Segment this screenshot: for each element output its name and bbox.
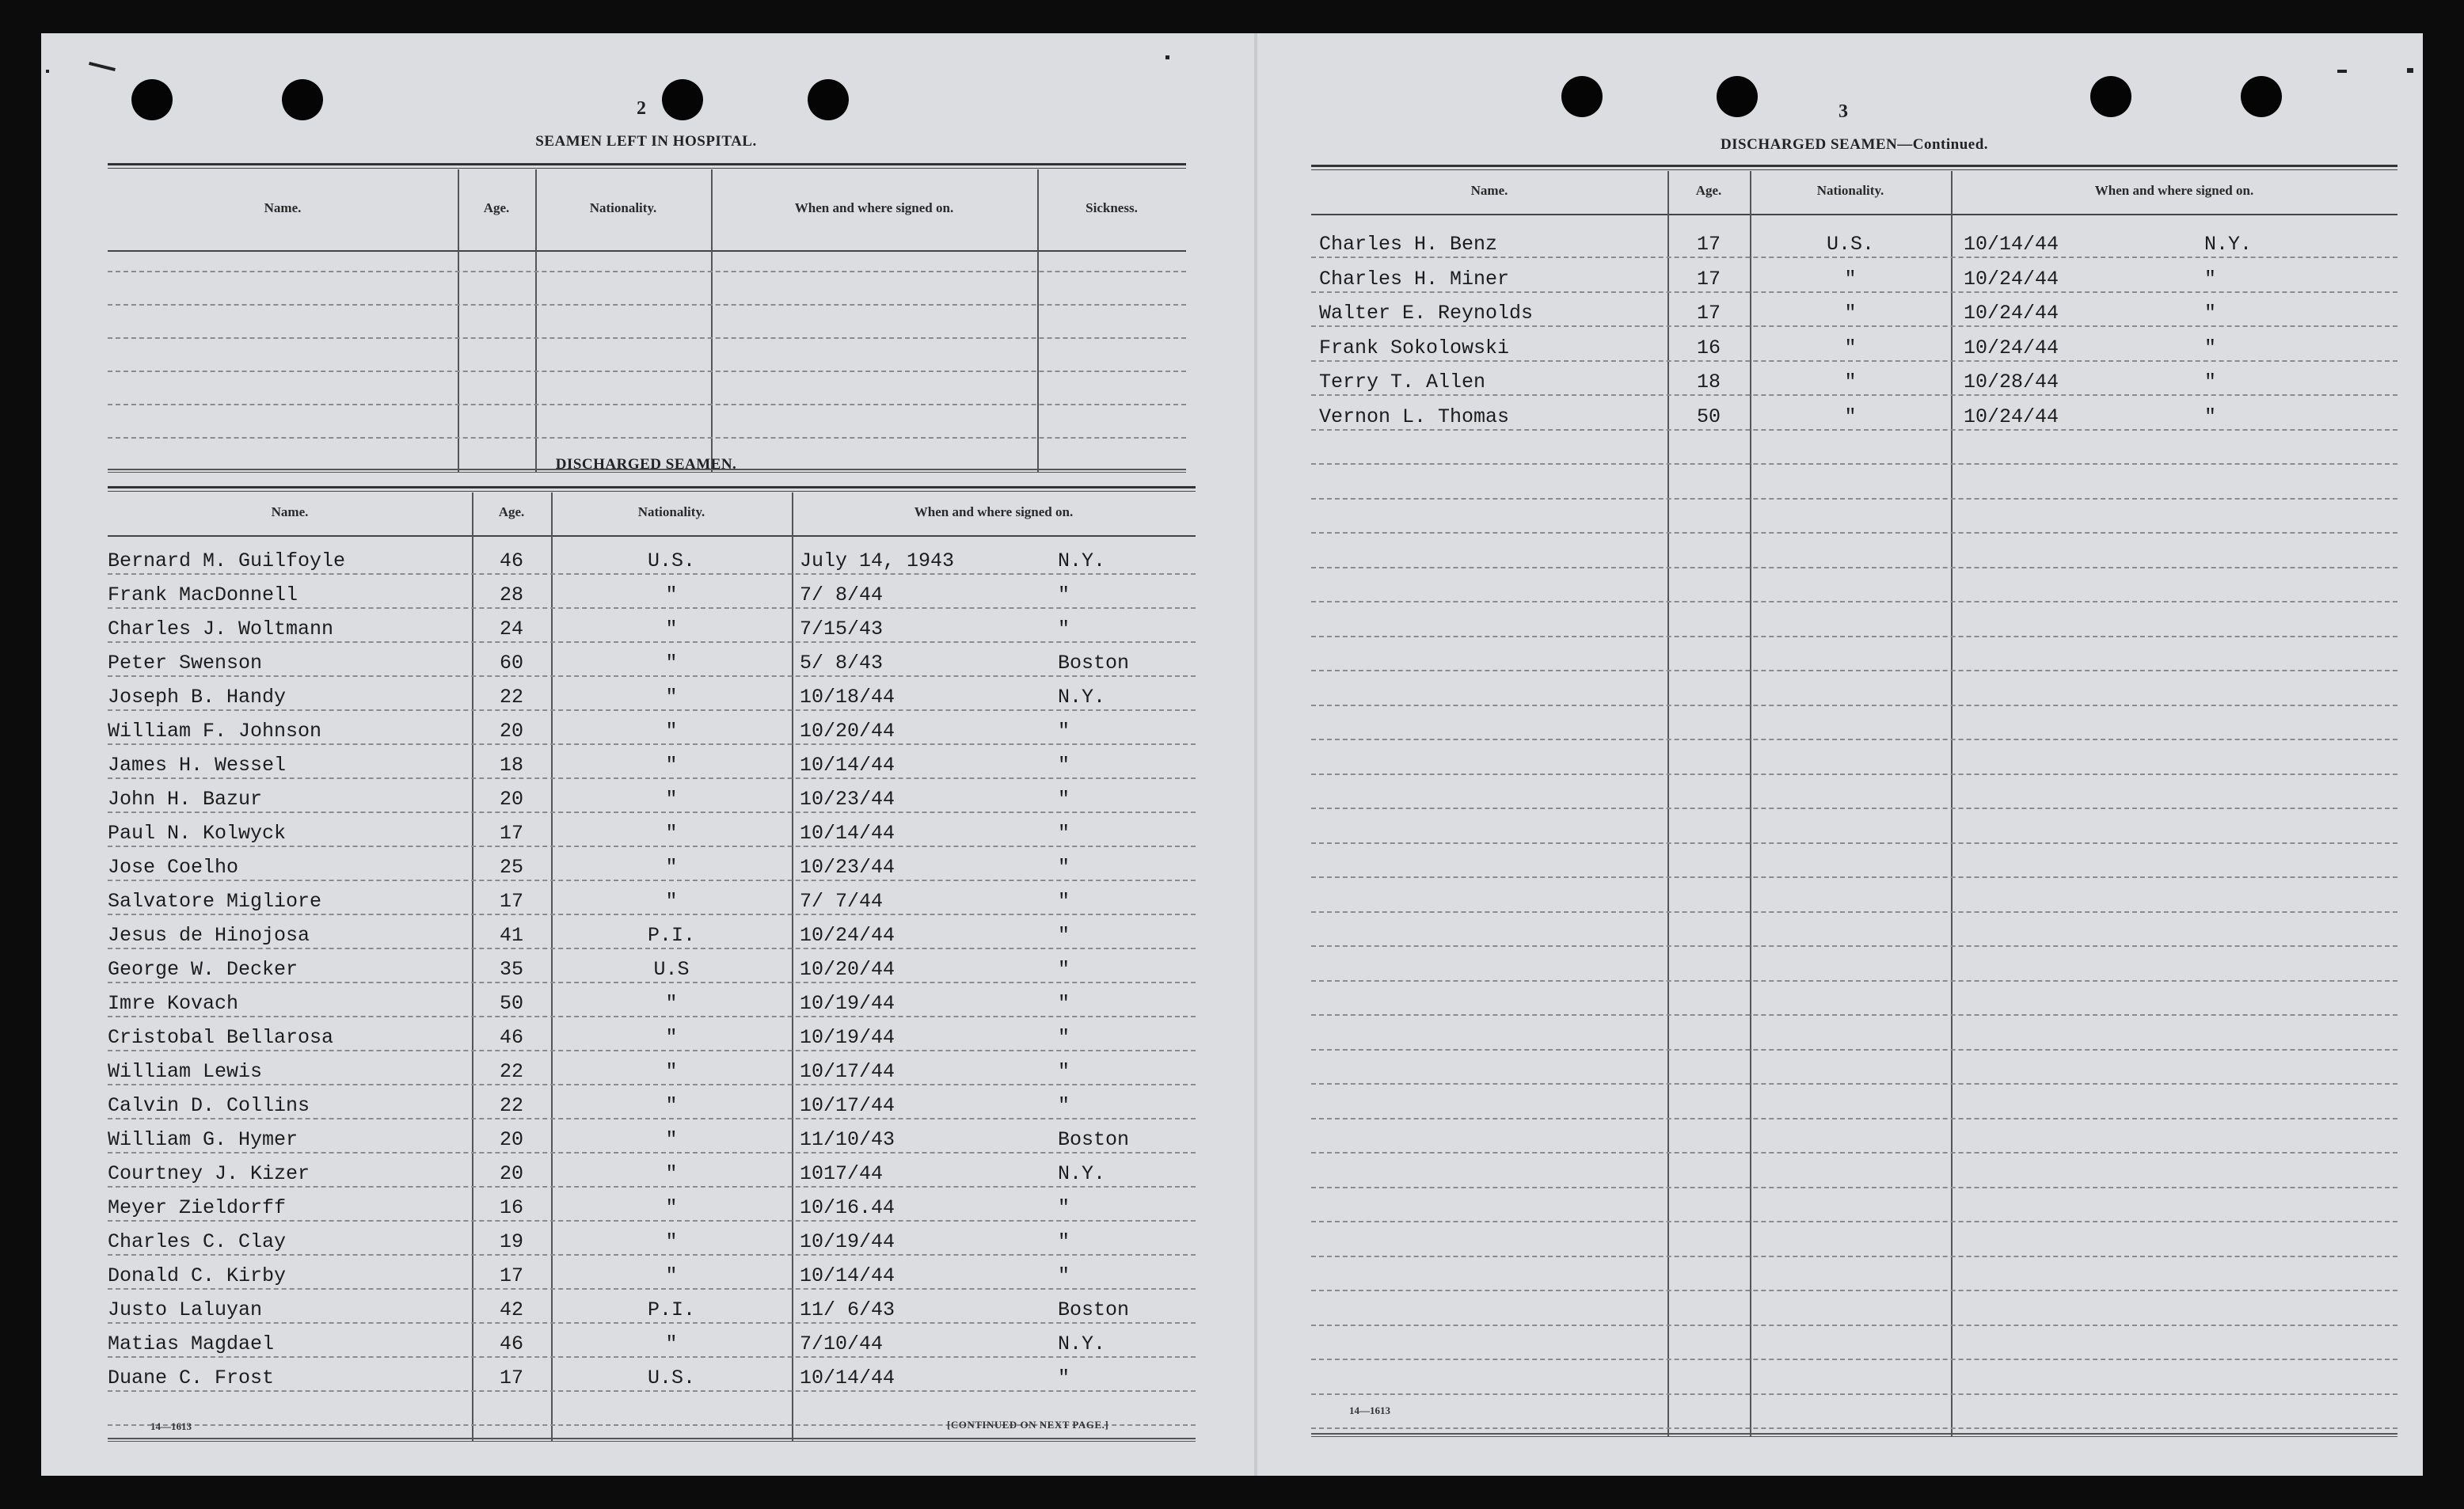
header-rule: [108, 535, 1196, 537]
seaman-age: 25: [499, 856, 523, 879]
row-rule: [1311, 1290, 2397, 1291]
signed-on-place: ": [2204, 302, 2217, 325]
signed-on-place: Boston: [1058, 1128, 1130, 1151]
row-rule: [1311, 739, 2397, 740]
seaman-name: William G. Hymer: [108, 1128, 298, 1151]
top-rule: [108, 486, 1196, 488]
signed-on-place: ": [1058, 822, 1070, 845]
row-rule: [1311, 1221, 2397, 1222]
speck: [2407, 68, 2413, 73]
seaman-nationality: U.S.: [647, 549, 695, 572]
seaman-age: 22: [499, 1094, 523, 1117]
signed-on-date: 10/24/44: [800, 924, 895, 947]
seaman-age: 17: [1696, 267, 1721, 291]
signed-on-place: ": [2204, 267, 2217, 291]
signed-on-place: N.Y.: [1058, 1332, 1106, 1355]
seaman-name: George W. Decker: [108, 958, 298, 981]
signed-on-place: N.Y.: [1058, 686, 1106, 709]
discharged-table: [108, 486, 1196, 1441]
seaman-nationality: ": [665, 1332, 678, 1355]
row-rule: [108, 337, 1186, 339]
row-rule: [1311, 945, 2397, 947]
signed-on-date: 10/14/44: [800, 1366, 895, 1389]
row-rule: [108, 437, 1186, 439]
signed-on-date: 10/23/44: [800, 856, 895, 879]
row-rule: [108, 982, 1196, 983]
column-header: Nationality.: [1816, 183, 1884, 198]
seaman-name: Jose Coelho: [108, 856, 239, 879]
seaman-nationality: ": [665, 583, 678, 606]
seaman-name: Matias Magdael: [108, 1332, 275, 1355]
continued-note: [CONTINUED ON NEXT PAGE.]: [947, 1419, 1109, 1431]
signed-on-place: ": [2204, 336, 2217, 359]
signed-on-date: 11/ 6/43: [800, 1298, 895, 1321]
row-rule: [1311, 670, 2397, 671]
signed-on-place: ": [1058, 618, 1070, 640]
form-code-right: 14—1613: [1349, 1404, 1390, 1416]
seaman-age: 46: [499, 1026, 523, 1049]
row-rule: [1311, 601, 2397, 602]
row-rule: [1311, 325, 2397, 327]
row-rule: [1311, 394, 2397, 396]
column-header: Nationality.: [589, 200, 657, 215]
column-header: When and where signed on.: [2094, 183, 2254, 198]
signed-on-date: 7/15/43: [800, 618, 884, 640]
seaman-age: 20: [499, 1128, 523, 1151]
header-rule: [1311, 214, 2397, 215]
punch-hole: [662, 79, 703, 120]
signed-on-date: 10/16.44: [800, 1196, 895, 1219]
row-rule: [108, 1186, 1196, 1188]
seaman-name: Walter E. Reynolds: [1319, 302, 1534, 325]
signed-on-place: ": [1058, 992, 1070, 1015]
seaman-nationality: ": [665, 822, 678, 845]
seaman-nationality: ": [665, 1230, 678, 1253]
seaman-age: 17: [499, 1366, 523, 1389]
row-rule: [1311, 1083, 2397, 1085]
seaman-age: 46: [499, 549, 523, 572]
signed-on-place: ": [1058, 1094, 1070, 1117]
speck: [1165, 55, 1169, 59]
signed-on-place: ": [1058, 788, 1070, 811]
row-rule: [108, 914, 1196, 915]
seaman-nationality: ": [665, 992, 678, 1015]
signed-on-place: ": [1058, 720, 1070, 743]
seaman-name: Salvatore Migliore: [108, 890, 322, 913]
seaman-age: 28: [499, 583, 523, 606]
seaman-name: William Lewis: [108, 1060, 263, 1083]
punch-hole: [2241, 76, 2282, 117]
signed-on-place: ": [1058, 1060, 1070, 1083]
seaman-age: 18: [1696, 371, 1721, 393]
bottom-rule: [1311, 1433, 2397, 1435]
seaman-age: 20: [499, 720, 523, 743]
seaman-name: Jesus de Hinojosa: [108, 924, 310, 947]
row-rule: [108, 1016, 1196, 1017]
signed-on-place: N.Y.: [1058, 1162, 1106, 1185]
top-rule-thin: [108, 491, 1196, 492]
row-rule: [1311, 876, 2397, 878]
seaman-nationality: ": [665, 618, 678, 640]
signed-on-date: 7/ 8/44: [800, 583, 884, 606]
row-rule: [108, 1356, 1196, 1358]
punch-hole: [131, 79, 173, 120]
row-rule: [108, 1288, 1196, 1290]
column-header: Name.: [264, 200, 302, 215]
seaman-age: 42: [499, 1298, 523, 1321]
seaman-nationality: ": [665, 686, 678, 709]
seaman-name: William F. Johnson: [108, 720, 322, 743]
row-rule: [108, 1118, 1196, 1119]
row-rule: [1311, 1152, 2397, 1154]
signed-on-date: 10/14/44: [800, 822, 895, 845]
row-rule: [1311, 1359, 2397, 1360]
bottom-rule-thin: [108, 1441, 1196, 1442]
row-rule: [108, 607, 1196, 609]
signed-on-date: 10/23/44: [800, 788, 895, 811]
signed-on-date: 10/14/44: [1964, 233, 2059, 256]
seaman-name: Meyer Zieldorff: [108, 1196, 287, 1219]
page-fold: [1254, 33, 1257, 1476]
signed-on-place: ": [1058, 583, 1070, 606]
seaman-name: Terry T. Allen: [1319, 371, 1486, 393]
signed-on-date: 7/10/44: [800, 1332, 884, 1355]
seaman-nationality: P.I.: [647, 924, 695, 947]
row-rule: [108, 709, 1196, 711]
continued-section-title: DISCHARGED SEAMEN—Continued.: [1720, 136, 1989, 153]
column-header: Name.: [1470, 183, 1508, 198]
seaman-age: 35: [499, 958, 523, 981]
speck: [46, 70, 49, 73]
row-rule: [1311, 1325, 2397, 1326]
signed-on-date: 10/14/44: [800, 1264, 895, 1287]
seaman-name: Imre Kovach: [108, 992, 239, 1015]
signed-on-date: 10/19/44: [800, 992, 895, 1015]
seaman-nationality: ": [1844, 336, 1857, 359]
seaman-name: Courtney J. Kizer: [108, 1162, 310, 1185]
row-rule: [1311, 1118, 2397, 1119]
row-rule: [108, 1390, 1196, 1392]
seaman-nationality: ": [665, 1060, 678, 1083]
signed-on-date: 1017/44: [800, 1162, 884, 1185]
signed-on-date: 10/18/44: [800, 686, 895, 709]
row-rule: [1311, 1187, 2397, 1188]
row-rule: [1311, 360, 2397, 362]
signed-on-place: ": [1058, 754, 1070, 777]
row-rule: [1311, 1393, 2397, 1395]
column-header: Age.: [483, 200, 510, 215]
seaman-age: 24: [499, 618, 523, 640]
header-rule: [108, 250, 1186, 252]
hospital-section-title: SEAMEN LEFT IN HOSPITAL.: [535, 133, 757, 150]
discharged-section-title: DISCHARGED SEAMEN.: [555, 456, 737, 473]
signed-on-date: 5/ 8/43: [800, 652, 884, 675]
seaman-name: Vernon L. Thomas: [1319, 405, 1510, 428]
seaman-name: Frank MacDonnell: [108, 583, 298, 606]
row-rule: [108, 1254, 1196, 1256]
row-rule: [108, 812, 1196, 813]
seaman-nationality: ": [665, 890, 678, 913]
punch-hole: [1561, 76, 1603, 117]
punch-hole: [282, 79, 323, 120]
seaman-nationality: ": [665, 754, 678, 777]
seaman-nationality: ": [665, 788, 678, 811]
punch-hole: [2090, 76, 2131, 117]
row-rule: [108, 1050, 1196, 1051]
signed-on-place: N.Y.: [2204, 233, 2253, 256]
seaman-age: 17: [499, 822, 523, 845]
column-header: Nationality.: [637, 504, 705, 519]
signed-on-place: ": [1058, 958, 1070, 981]
signed-on-place: ": [1058, 1264, 1070, 1287]
column-header: Name.: [271, 504, 309, 519]
seaman-age: 20: [499, 1162, 523, 1185]
seaman-nationality: U.S: [653, 958, 690, 981]
seaman-name: Cristobal Bellarosa: [108, 1026, 334, 1049]
seaman-name: Frank Sokolowski: [1319, 336, 1510, 359]
page-number-left: 2: [637, 98, 646, 119]
seaman-age: 16: [1696, 336, 1721, 359]
signed-on-date: 10/24/44: [1964, 267, 2059, 291]
seaman-name: Charles C. Clay: [108, 1230, 287, 1253]
seaman-nationality: U.S.: [1826, 233, 1874, 256]
seaman-nationality: ": [665, 1128, 678, 1151]
seaman-nationality: ": [665, 1264, 678, 1287]
signed-on-date: 10/17/44: [800, 1060, 895, 1083]
signed-on-place: ": [1058, 856, 1070, 879]
seaman-name: John H. Bazur: [108, 788, 263, 811]
top-rule-thin: [108, 168, 1186, 169]
row-rule: [1311, 1049, 2397, 1051]
row-rule: [108, 1322, 1196, 1324]
punch-hole: [808, 79, 849, 120]
ledger-sheet: [41, 33, 2423, 1476]
row-rule: [108, 573, 1196, 575]
row-rule: [1311, 1256, 2397, 1257]
seaman-age: 50: [1696, 405, 1721, 428]
seaman-age: 20: [499, 788, 523, 811]
seaman-name: Justo Laluyan: [108, 1298, 263, 1321]
signed-on-place: ": [2204, 405, 2217, 428]
row-rule: [108, 271, 1186, 272]
row-rule: [1311, 567, 2397, 568]
seaman-age: 19: [499, 1230, 523, 1253]
signed-on-place: ": [1058, 1196, 1070, 1219]
signed-on-date: 10/17/44: [800, 1094, 895, 1117]
column-header: Sickness.: [1086, 200, 1138, 215]
row-rule: [108, 404, 1186, 405]
signed-on-date: 10/14/44: [800, 754, 895, 777]
row-rule: [108, 675, 1196, 677]
seaman-nationality: ": [1844, 267, 1857, 291]
signed-on-place: Boston: [1058, 1298, 1130, 1321]
seaman-age: 17: [499, 1264, 523, 1287]
seaman-nationality: ": [665, 856, 678, 879]
signed-on-date: July 14, 1943: [800, 549, 955, 572]
column-header: When and where signed on.: [914, 504, 1074, 519]
seaman-nationality: U.S.: [647, 1366, 695, 1389]
seaman-name: Calvin D. Collins: [108, 1094, 310, 1117]
hospital-table: [108, 163, 1186, 472]
row-rule: [1311, 705, 2397, 706]
row-rule: [1311, 842, 2397, 844]
row-rule: [1311, 429, 2397, 431]
row-rule: [1311, 636, 2397, 637]
speck: [89, 62, 116, 71]
signed-on-place: ": [1058, 1230, 1070, 1253]
seaman-nationality: ": [1844, 302, 1857, 325]
speck: [2337, 70, 2347, 73]
row-rule: [1311, 257, 2397, 258]
seaman-name: Joseph B. Handy: [108, 686, 287, 709]
signed-on-place: Boston: [1058, 652, 1130, 675]
signed-on-date: 7/ 7/44: [800, 890, 884, 913]
signed-on-place: ": [1058, 1366, 1070, 1389]
seaman-nationality: ": [665, 1026, 678, 1049]
row-rule: [1311, 808, 2397, 809]
row-rule: [1311, 911, 2397, 913]
signed-on-date: 10/20/44: [800, 958, 895, 981]
seaman-age: 60: [499, 652, 523, 675]
seaman-name: Peter Swenson: [108, 652, 263, 675]
row-rule: [108, 1220, 1196, 1222]
row-rule: [1311, 291, 2397, 293]
row-rule: [1311, 463, 2397, 465]
bottom-rule-thin: [1311, 1436, 2397, 1437]
seaman-nationality: ": [665, 652, 678, 675]
seaman-name: James H. Wessel: [108, 754, 287, 777]
row-rule: [1311, 1014, 2397, 1016]
page-number-right: 3: [1838, 101, 1848, 122]
signed-on-place: ": [2204, 371, 2217, 393]
seaman-nationality: P.I.: [647, 1298, 695, 1321]
signed-on-date: 10/24/44: [1964, 302, 2059, 325]
row-rule: [108, 1084, 1196, 1085]
form-code-left: 14—1613: [150, 1420, 192, 1432]
column-header: Age.: [498, 504, 525, 519]
seaman-age: 17: [1696, 302, 1721, 325]
seaman-age: 17: [1696, 233, 1721, 256]
signed-on-date: 10/19/44: [800, 1026, 895, 1049]
seaman-name: Charles H. Miner: [1319, 267, 1510, 291]
seaman-age: 22: [499, 686, 523, 709]
top-rule-thin: [1311, 169, 2397, 170]
top-rule: [108, 163, 1186, 165]
seaman-age: 50: [499, 992, 523, 1015]
seaman-name: Duane C. Frost: [108, 1366, 275, 1389]
signed-on-place: ": [1058, 890, 1070, 913]
seaman-age: 16: [499, 1196, 523, 1219]
seaman-nationality: ": [665, 1094, 678, 1117]
seaman-age: 18: [499, 754, 523, 777]
signed-on-date: 10/28/44: [1964, 371, 2059, 393]
row-rule: [108, 371, 1186, 372]
bottom-rule: [108, 1438, 1196, 1439]
signed-on-date: 10/24/44: [1964, 336, 2059, 359]
row-rule: [1311, 1427, 2397, 1429]
row-rule: [108, 304, 1186, 306]
seaman-nationality: ": [665, 720, 678, 743]
row-rule: [1311, 980, 2397, 982]
column-header: Age.: [1695, 183, 1722, 198]
signed-on-place: N.Y.: [1058, 549, 1106, 572]
row-rule: [108, 777, 1196, 779]
row-rule: [108, 846, 1196, 847]
seaman-name: Bernard M. Guilfoyle: [108, 549, 346, 572]
continued-table: [1311, 165, 2397, 1436]
punch-hole: [1717, 76, 1758, 117]
column-divider: [792, 492, 793, 1441]
signed-on-date: 10/20/44: [800, 720, 895, 743]
seaman-nationality: ": [665, 1162, 678, 1185]
seaman-age: 22: [499, 1060, 523, 1083]
signed-on-date: 11/10/43: [800, 1128, 895, 1151]
seaman-age: 41: [499, 924, 523, 947]
row-rule: [108, 743, 1196, 745]
top-rule: [1311, 165, 2397, 167]
column-header: When and where signed on.: [794, 200, 954, 215]
seaman-name: Charles H. Benz: [1319, 233, 1498, 256]
signed-on-place: ": [1058, 1026, 1070, 1049]
seaman-age: 46: [499, 1332, 523, 1355]
row-rule: [1311, 532, 2397, 534]
seaman-name: Charles J. Woltmann: [108, 618, 334, 640]
seaman-nationality: ": [665, 1196, 678, 1219]
seaman-name: Paul N. Kolwyck: [108, 822, 287, 845]
signed-on-date: 10/24/44: [1964, 405, 2059, 428]
row-rule: [1311, 774, 2397, 775]
seaman-nationality: ": [1844, 371, 1857, 393]
row-rule: [1311, 498, 2397, 500]
signed-on-date: 10/19/44: [800, 1230, 895, 1253]
row-rule: [108, 948, 1196, 949]
seaman-age: 17: [499, 890, 523, 913]
signed-on-place: ": [1058, 924, 1070, 947]
row-rule: [108, 880, 1196, 881]
seaman-nationality: ": [1844, 405, 1857, 428]
row-rule: [108, 1152, 1196, 1154]
seaman-name: Donald C. Kirby: [108, 1264, 287, 1287]
row-rule: [108, 641, 1196, 643]
